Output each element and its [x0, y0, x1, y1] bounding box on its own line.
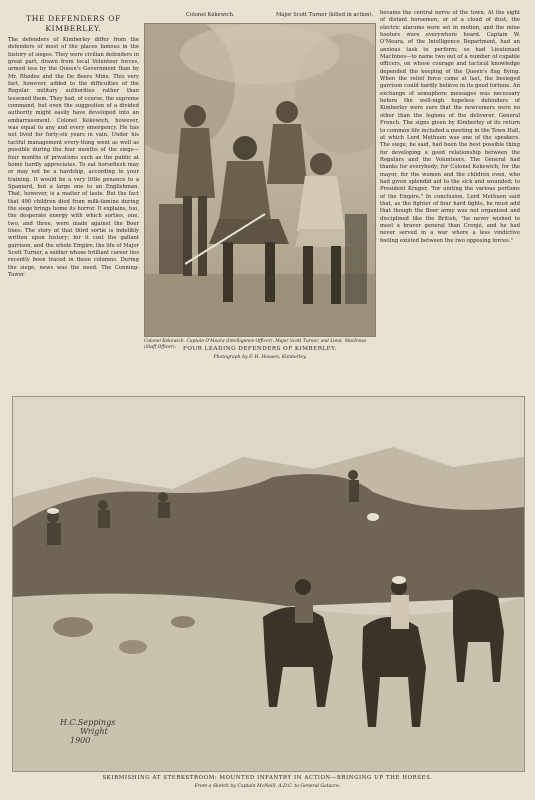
sketch-credit: From a Sketch by Captain McNeill, A.D.C. to General Gatacre.	[194, 784, 341, 789]
left-column	[8, 14, 139, 366]
photo-names-caption: Colonel Kekewich. Captain O'Meara (Intelligence Officer). Major Scott Turner, and Lieut. MacInnes (Staff Officer).	[144, 339, 367, 350]
photo-label-scott-turner: Major Scott Turner (killed in action).	[276, 12, 374, 18]
article-title-line-2: KIMBERLEY.	[45, 24, 102, 33]
group-photograph	[144, 23, 376, 337]
sketch-caption: SKIRMISHING AT STERKSTROOM: MOUNTED INFANTRY IN ACTION—BRINGING UP THE HORSES.	[102, 775, 433, 781]
battle-sketch-drawing	[13, 397, 524, 771]
article-title	[8, 14, 139, 34]
artist-signature	[60, 718, 115, 745]
battle-sketch	[12, 396, 525, 772]
group-photograph-drawing	[145, 24, 375, 336]
artist-signature-year: 1900	[70, 736, 91, 745]
left-column-text: The defenders of Kimberley differ from the defenders of most of the places famous in the history of sieges. They were civilian defenders in great part, drawn from local Volunteer forces, armed less by the Queen's Government than by Mr. Rhodes and the De Beers Mine. This very fact, however, added to the difficulties of the Regular military authorities rather than lessened them. They had, of course, the supreme command, but even the suggestion of a divided authority might easily have developed into an embarrassment. Colonel Kekewich, however, was equal to any and every emergency. He has not lived for forty-six years in vain. Under his tactful management every-thing went as well as possible during the four months of the siege—four months of privations such as the public at home hardly appreciates. To eat horseflesh may or may not be a hardship, according to your training. It would be a very little penance to a Spaniard, but a large one to an Englishman. That, however, is a matter of taste. But the fact that 490 children died from milk-famine during the siege brings home its horror. It explains, too, the desperate energy with which sorties, one, two, and three, were made against the Boer lines. The story of that third sortie is indelibly written upon history; for it cost the gallant garrison, and the whole Empire, the life of Major Scott Turner, a soldier whose brilliant career lies recently been traced in these columns. During the siege, news was the need. The Conning-Tower	[8, 37, 139, 278]
photo-credit: Photograph by F. H. Hosaen, Kimberley.	[213, 355, 307, 360]
photo-caption: FOUR LEADING DEFENDERS OF KIMBERLEY.	[183, 346, 337, 352]
right-column	[380, 10, 520, 366]
right-column-text: became the central nerve of the town. At the sight of distant horsemen, or of a cloud of dust, the electric alarums were set in motion, and the mine hooters were everywhere heard. Captain W. O'Meara, of the Intelligence Department, had an anxious task to perform; so had Lieutenant MacInnes—to name two out of a number of capable officers, on whose courage and tactical knowledge depended the keeping of the Queen's flag flying. When the relief force came at last, the besieged garrison could hardly believe in its good fortune. An exchange of semaphore messages was necessary before the well-nigh hopeless defenders of Kimberley were sure that the newcomers were no other than the legions of the deliverer, General French. The signs given by Kimberley of its return to common life included a meeting in the Town Hall, at which Lord Methuen was one of the speakers. The siege, he said, had been the best possible thing for developing a good relationship between the Regulars and the Volunteers. The General had thanks for everybody; for Colonel Kekewich, for the mayor, for the women and the children even, who had given splendid aid to the sick and wounded; to President Kruger, "for uniting the various portions of the Empire." In conclusion, Lord Methuen said that, as the fighter of four hard fights, he must add that though the Boer army was not organised and disciplined like the British, "he never wished to meet a braver general than Cronjé, and he had never served in a war where a less vindictive feeling existed between the two opposing forces."	[380, 10, 520, 244]
artist-signature-line-2: Wright	[80, 727, 108, 736]
artist-signature-line-1: H.C.Seppings	[60, 718, 116, 727]
photo-label-kekewich: Colonel Kekewich.	[186, 12, 235, 18]
article-title-line-1: THE DEFENDERS OF	[26, 14, 121, 23]
